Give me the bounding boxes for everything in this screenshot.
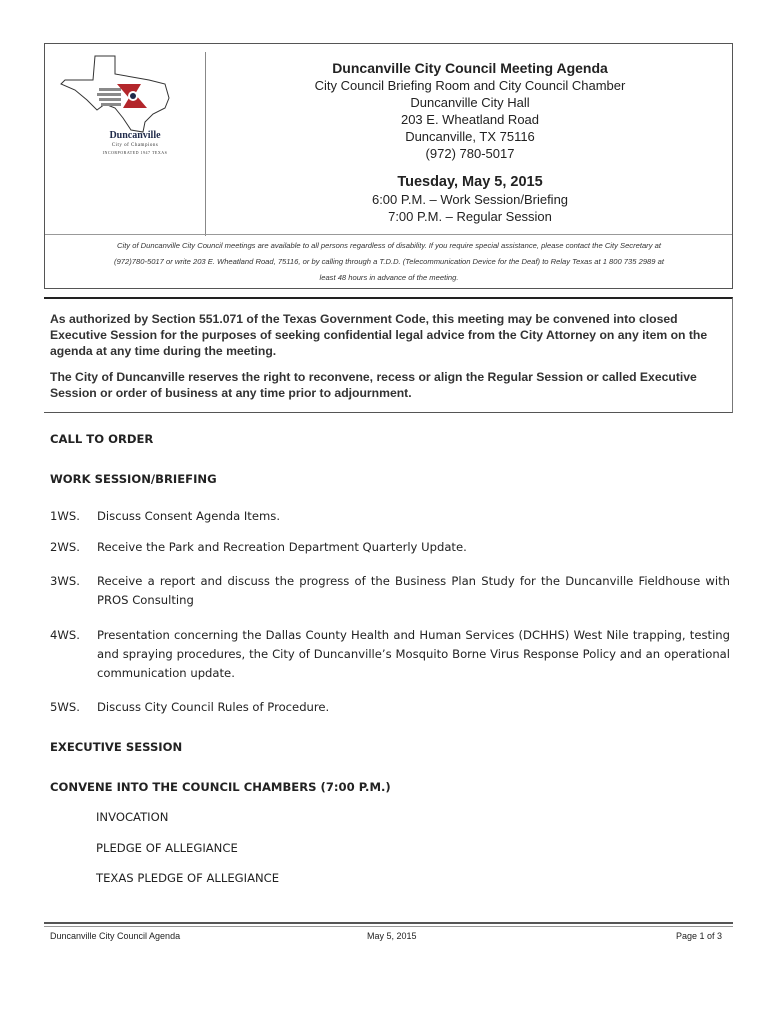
agenda-item-text: Discuss Consent Agenda Items.	[97, 509, 281, 523]
agenda-item-text: Discuss City Council Rules of Procedure.	[97, 700, 330, 714]
agenda-title: Duncanville City Council Meeting Agenda	[332, 60, 608, 76]
address-line: Duncanville, TX 75116	[405, 129, 535, 144]
texas-map-logo-icon	[57, 54, 187, 134]
footer-date: May 5, 2015	[367, 931, 417, 941]
duncanville-logo	[45, 44, 205, 234]
address-line: City Council Briefing Room and City Council Chamber	[314, 78, 626, 93]
agenda-item-number: 2WS.	[50, 540, 80, 554]
footer-page-number: Page 1 of 3	[676, 931, 723, 941]
logo-incorporated-text: INCORPORATED 1947 TEXAS	[102, 150, 168, 155]
executive-session-notice	[44, 297, 733, 413]
agenda-item-number: 5WS.	[50, 700, 80, 714]
executive-notice-paragraph-1: As authorized by Section 551.071 of the Texas Government Code, this meeting may be convened into closed Executive Session for the purposes of seeking confidential legal advice from the City Attorney on any item on the agenda at any time during the meeting.	[50, 312, 708, 358]
header-divider	[205, 52, 206, 236]
agenda-item-number: 3WS.	[50, 574, 80, 588]
address-line: 203 E. Wheatland Road	[400, 112, 540, 127]
address-line: Duncanville City Hall	[410, 95, 530, 110]
meeting-date: Tuesday, May 5, 2015	[397, 174, 543, 190]
executive-notice-paragraph-2: The City of Duncanville reserves the right to reconvene, recess or align the Regular Session or called Executive Session or order of business at any time prior to adjournment.	[50, 370, 697, 400]
regular-session-time: 7:00 P.M. – Regular Session	[388, 209, 552, 224]
notice-line: (972)780-5017 or write 203 E. Wheatland Road, 75116, or by calling through a T.D.D. (Telecommunication Device for the Deaf) to Relay Texas at 1 800 735 2989 at	[114, 257, 664, 266]
agenda-header	[44, 43, 733, 289]
agenda-item-text: Presentation concerning the Dallas County Health and Human Services (DCHHS) West Nile trapping, testing and spraying procedures, the City of Duncanville’s Mosquito Borne Virus Response Policy and an operational communication update.	[97, 628, 730, 680]
meeting-location-block	[235, 60, 705, 162]
agenda-item-number: 1WS.	[50, 509, 80, 523]
pledge-item: PLEDGE OF ALLEGIANCE	[96, 841, 238, 855]
footer-rule	[44, 922, 733, 924]
convene-heading: CONVENE INTO THE COUNCIL CHAMBERS (7:00 P.M.)	[50, 780, 391, 794]
logo-tagline: City of Champions	[111, 143, 159, 148]
notice-line: City of Duncanville City Council meetings are available to all persons regardless of disability. If you require special assistance, please contact the City Secretary at	[117, 241, 661, 250]
agenda-item-text: Receive a report and discuss the progress of the Business Plan Study for the Duncanville Fieldhouse with PROS Consulting	[97, 574, 730, 607]
agenda-item-number: 4WS.	[50, 628, 80, 642]
agenda-item-text: Receive the Park and Recreation Department Quarterly Update.	[97, 540, 467, 554]
work-session-time: 6:00 P.M. – Work Session/Briefing	[371, 192, 569, 207]
invocation-item: INVOCATION	[96, 810, 169, 824]
meeting-date-block	[235, 174, 705, 225]
header-divider-horizontal	[45, 234, 732, 235]
executive-session-heading: EXECUTIVE SESSION	[50, 740, 183, 754]
accessibility-notice	[55, 238, 723, 286]
footer-document-title: Duncanville City Council Agenda	[50, 931, 181, 941]
work-session-heading: WORK SESSION/BRIEFING	[50, 472, 217, 486]
call-to-order-heading: CALL TO ORDER	[50, 432, 154, 446]
footer-rule-thin	[44, 926, 733, 927]
texas-pledge-item: TEXAS PLEDGE OF ALLEGIANCE	[96, 871, 280, 885]
notice-line: least 48 hours in advance of the meeting.	[319, 273, 459, 282]
phone-number: (972) 780-5017	[425, 146, 515, 161]
logo-city-name: Duncanville	[109, 130, 161, 141]
